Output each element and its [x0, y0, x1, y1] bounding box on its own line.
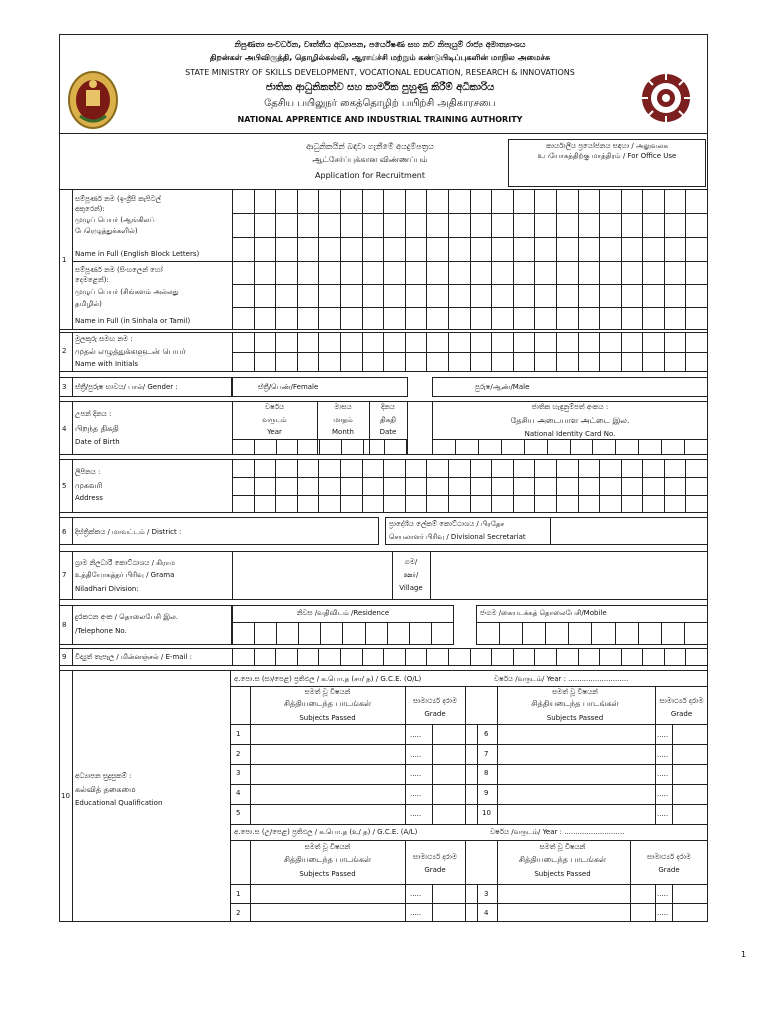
- date-label-ta: திகதி: [380, 416, 396, 424]
- month-label-en: Month: [332, 428, 354, 436]
- ol-subject-inputs-right[interactable]: [498, 725, 654, 823]
- male-label: පුරුෂ/ஆண்/Male: [475, 383, 530, 391]
- al-subjects-label-en: Subjects Passed: [299, 870, 356, 878]
- residence-label: නිවස /வதிவிடம் /Residence: [296, 609, 390, 617]
- ol-row-number: 6: [484, 730, 489, 738]
- grade-label-si-r: සාමාර්ථ්‍ය දරාම: [659, 697, 704, 705]
- ol-year: වර්ෂය /வருடம்/ Year : ...........................: [494, 675, 629, 683]
- mobile-label: ජංගම /கையடக்கத் தொலைபேசி/Mobile: [480, 609, 607, 617]
- subjects-label-si-r: සමත් වූ විෂයන්: [552, 688, 598, 696]
- address-label-3: Address: [75, 494, 103, 502]
- header-line-si: නිපුණතා සංවර්ධන, වෘත්තීය අධ්‍යාපන, පර්යේෂණ සහ නව නිපැයුම් රාජ්‍ය අමාත්‍යාංශය: [234, 40, 526, 49]
- subjects-label-en: Subjects Passed: [299, 714, 356, 722]
- grade-dots: .....: [657, 890, 669, 898]
- row-telephone: [59, 605, 232, 645]
- grade-dots: .....: [410, 810, 422, 818]
- al-row-number: 1: [236, 890, 241, 898]
- row-number: 5: [62, 482, 67, 490]
- email-label: විද්‍යුත් තැපෑල / மின்னஞ்சல் / E-mail :: [75, 653, 193, 661]
- ol-heading: අ.පො.ස (සා/පෙළ) ප්‍රතිඵල / க.பொ.த (சா/ த) / G.C.E. (O/L): [234, 675, 422, 683]
- name-full-si-label-5: Name in Full (in Sinhala or Tamil): [75, 317, 191, 325]
- row-number: 10: [61, 792, 70, 800]
- al-row-number: 3: [484, 890, 489, 898]
- dob-label-2: பிறந்த திகதி: [75, 424, 119, 433]
- name-full-si-label-3: முழுப் பெயர் (சிங்களம் அல்லது: [75, 288, 179, 296]
- name-full-en-label-4: பேரெழுத்துக்களில்): [75, 227, 138, 235]
- name-full-si-label-1: සම්පූර්ණ නම (සිංහලෙන් හෝ: [75, 266, 163, 274]
- dob-input-cells[interactable]: [232, 439, 407, 455]
- year-label-en: Year: [267, 428, 282, 436]
- name-full-en-grid[interactable]: [232, 189, 708, 261]
- authority-en: NATIONAL APPRENTICE AND INDUSTRIAL TRAINING AUTHORITY: [237, 115, 523, 124]
- gender-male-checkbox[interactable]: [432, 377, 708, 397]
- telephone-label-1: දුරකථන අංක / தொலைபேசி இல.: [75, 613, 179, 621]
- grade-label-en-r: Grade: [670, 710, 693, 718]
- ds-label-2: செயலாளர் பிரிவு / Divisional Secretariat: [389, 533, 526, 541]
- email-input-cells[interactable]: [232, 648, 708, 666]
- gender-label: ස්ත්‍රී/පුරුෂ භාවය/ பால்/ Gender :: [75, 383, 178, 391]
- row-number: 6: [62, 528, 67, 536]
- nic-label-ta: தேசிய அடையாள அட்டை இல.: [510, 416, 630, 425]
- grade-dots: .....: [657, 810, 669, 818]
- grade-dots: .....: [410, 909, 422, 917]
- grade-label-en: Grade: [424, 710, 446, 718]
- date-label-en: Date: [379, 428, 397, 436]
- gn-input[interactable]: [233, 552, 391, 599]
- title-ta: ஆட்சேர்ப்புக்கான விண்ணப்பம்: [312, 155, 428, 164]
- al-grade-label-en: Grade: [424, 866, 446, 874]
- office-use-si: කාර්යාලීය ප්‍රයෝජනය සඳහා / அலுவலக: [546, 142, 668, 150]
- al-heading: අ.පො.ස (උ/පෙළ) ප්‍රතිඵල / க.பொ.த (உ/ த) / G.C.E. (A/L): [234, 828, 418, 836]
- ol-row-number: 2: [236, 750, 241, 758]
- edu-label-3: Educational Qualification: [75, 799, 163, 807]
- al-subjects-label-si: සමත් වූ විෂයන්: [304, 843, 351, 851]
- date-label-si: දිනය: [381, 403, 395, 411]
- al-subject-inputs[interactable]: [251, 885, 404, 921]
- sri-lanka-emblem-icon: [66, 70, 120, 130]
- dob-label-1: උපන් දිනය :: [75, 410, 112, 418]
- title-si: ආධුනිකයින් බඳවා ගැනීමේ අයදුම්පත්‍රය: [306, 142, 434, 151]
- grade-dots: .....: [657, 731, 669, 739]
- name-full-en-label-2: අකුරෙන්):: [75, 205, 105, 213]
- name-full-en-label-1: සම්පූර්ණ නම (ඉංග්‍රීසි කැපිටල්: [75, 195, 161, 203]
- dob-label-3: Date of Birth: [75, 438, 120, 446]
- village-label-3: Village: [399, 584, 423, 592]
- ol-row-number: 8: [484, 769, 489, 777]
- al-grade-label-en-r: Grade: [658, 866, 680, 874]
- address-grid[interactable]: [232, 459, 708, 513]
- subjects-label-ta: சித்தியடைந்த பாடங்கள்: [283, 699, 372, 708]
- grade-dots: .....: [657, 909, 669, 917]
- al-year: වර්ෂය /வருடம்/ Year : ...........................: [490, 828, 625, 836]
- name-initials-label-2: முதல் எழுத்துக்களுடன் பெயர்: [75, 347, 186, 356]
- village-input[interactable]: [431, 552, 707, 599]
- village-label-2: ஊர்/: [403, 571, 419, 579]
- al-subjects-label-ta-r: சித்தியடைந்த பாடங்கள்: [518, 855, 607, 864]
- grade-label-si: සාමාර්ථ්‍ය දරාම: [412, 697, 457, 705]
- authority-si: ජාතික ආධුනිකත්ව සහ කාර්මික පුහුණු කිරීම් අධිකාරිය: [265, 82, 495, 93]
- ol-row-number: 4: [236, 789, 241, 797]
- ol-row-number: 9: [484, 789, 489, 797]
- mobile-phone-cells[interactable]: [476, 622, 708, 645]
- ol-row-number: 1: [236, 730, 241, 738]
- al-grade-label-si: සාමාර්ථ්‍ය දරාම: [412, 853, 457, 861]
- name-initials-grid[interactable]: [232, 332, 708, 372]
- row-number: 3: [62, 383, 67, 391]
- name-full-si-label-2: දෙමළෙන්):: [75, 276, 109, 284]
- al-row-number: 4: [484, 909, 489, 917]
- ol-row-number: 10: [482, 809, 491, 817]
- edu-label-2: கல்வித் தகைமை: [75, 785, 136, 794]
- row-number: 2: [62, 347, 67, 355]
- name-full-si-label-4: தமிழில்): [75, 300, 102, 308]
- ds-input[interactable]: [551, 518, 707, 544]
- nic-input-cells[interactable]: [432, 439, 708, 455]
- row-number: 9: [62, 653, 67, 661]
- month-label-si: මාසය: [334, 403, 352, 411]
- row-number: 1: [62, 256, 67, 264]
- name-initials-label-3: Name with Initials: [75, 360, 138, 368]
- gn-label-1: ග්‍රාම නිලධාරී කොට්ඨාශය / கிராம: [75, 559, 175, 567]
- name-full-en-label-5: Name in Full (English Block Letters): [75, 250, 200, 258]
- year-label-si: වර්ෂය: [264, 403, 285, 411]
- naita-logo-icon: [640, 72, 692, 124]
- grade-dots: .....: [410, 751, 422, 759]
- district-input[interactable]: [240, 518, 378, 544]
- row-number: 7: [62, 571, 67, 579]
- district-label: දිස්ත්‍රික්කය / மாவட்டம் / District :: [75, 528, 182, 536]
- subjects-label-si: සමත් වූ විෂයන්: [304, 688, 351, 696]
- village-label-1: ගම/: [404, 558, 418, 566]
- name-initials-label-1: මුලකුරු සමඟ නම :: [75, 335, 133, 343]
- page-title: Application for Recruitment: [315, 171, 425, 180]
- grade-dots: .....: [410, 770, 422, 778]
- residence-phone-cells[interactable]: [232, 622, 454, 645]
- gn-label-3: Niladhari Division:: [75, 585, 139, 593]
- gn-label-2: உத்தியோகத்தர் பிரிவு / Grama: [75, 571, 175, 579]
- address-label-2: முகவரி: [75, 481, 103, 490]
- year-label-ta: வருடம்: [262, 416, 287, 424]
- female-label: ස්ත්‍රී/பெண்/Female: [258, 383, 319, 391]
- ol-subject-inputs[interactable]: [251, 725, 404, 823]
- header-line-ta: திறன்கள் அபிவிருத்தி, தொழில்கல்வி, ஆராய்ச்சி மற்றும் கண்டுபிடிப்புகளின் மாநில அமைச்சு: [209, 53, 551, 62]
- ol-row-number: 7: [484, 750, 489, 758]
- nic-label-si: ජාතික හැඳුනුම්පත් අංකය :: [531, 403, 609, 411]
- al-subjects-label-en-r: Subjects Passed: [534, 870, 591, 878]
- al-subject-inputs-right[interactable]: [498, 885, 629, 921]
- grade-dots: .....: [410, 731, 422, 739]
- grade-dots: .....: [657, 770, 669, 778]
- ol-row-number: 3: [236, 769, 241, 777]
- month-label-ta: மாதம்: [333, 416, 353, 424]
- header-line-en: STATE MINISTRY OF SKILLS DEVELOPMENT, VOCATIONAL EDUCATION, RESEARCH & INNOVATIONS: [185, 68, 575, 77]
- page-number: 1: [741, 950, 747, 959]
- nic-label-en: National Identity Card No.: [524, 430, 616, 438]
- name-full-en-label-3: முழுப் பெயர் (ஆங்கிலப்: [75, 216, 155, 224]
- grade-dots: .....: [657, 751, 669, 759]
- al-row-number: 2: [236, 909, 241, 917]
- telephone-label-2: /Telephone No.: [75, 627, 127, 635]
- authority-ta: தேசிய பயிலுநர் கைத்தொழிற் பயிற்சி அதிகாரசபை: [264, 98, 496, 109]
- al-subjects-label-si-r: සමත් වූ විෂයන්: [539, 843, 586, 851]
- row-number: 4: [62, 425, 67, 433]
- subjects-label-en-r: Subjects Passed: [546, 714, 604, 722]
- edu-label-1: අධ්‍යාපන සුදුසුකම් :: [75, 772, 132, 780]
- name-full-si-grid[interactable]: [232, 261, 708, 330]
- ds-label-1: ප්‍රාදේශීය ලේකම් කොට්ඨාශය / பிரதேச: [389, 520, 505, 528]
- ol-row-number: 5: [236, 809, 241, 817]
- office-use-ta-en: உபயோகத்திற்கு மாத்திரம் / For Office Use: [537, 152, 677, 160]
- grade-dots: .....: [410, 890, 422, 898]
- subjects-label-ta-r: சித்தியடைந்த பாடங்கள்: [531, 699, 619, 708]
- address-label-1: ලිපිනය :: [75, 468, 101, 476]
- grade-dots: .....: [657, 790, 669, 798]
- al-subjects-label-ta: சித்தியடைந்த பாடங்கள்: [283, 855, 372, 864]
- grade-dots: .....: [410, 790, 422, 798]
- row-number: 8: [62, 621, 67, 629]
- al-grade-label-si-r: සාමාර්ථ්‍ය දරාම: [646, 853, 691, 861]
